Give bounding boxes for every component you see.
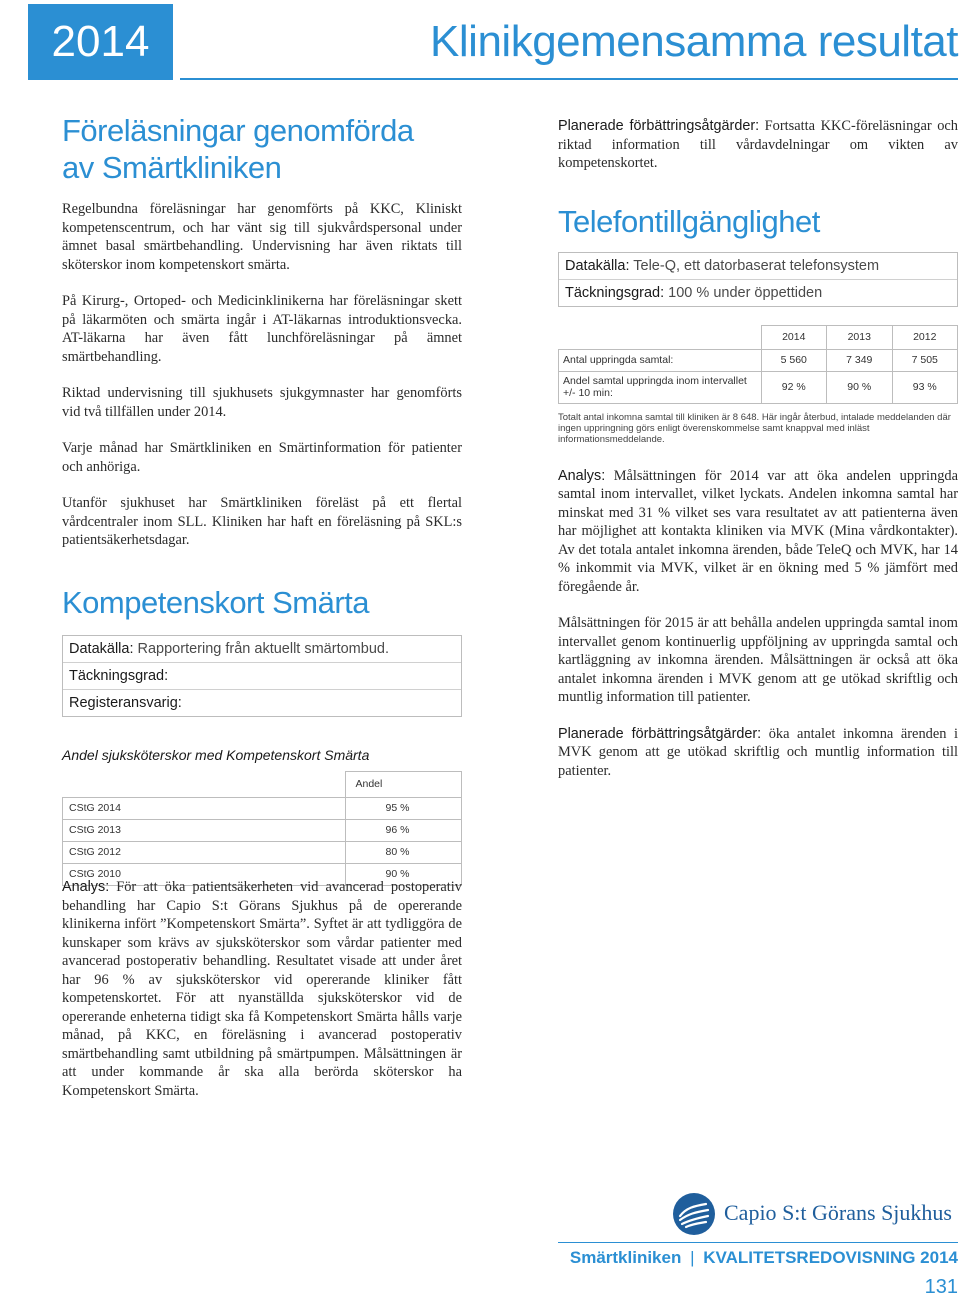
table-row	[63, 819, 462, 841]
kompetens-registry-label: Registeransvarig:	[69, 694, 182, 711]
table-cell-label: Antal uppringda samtal:	[559, 349, 762, 371]
page-number: 131	[924, 1276, 958, 1298]
table-row	[63, 797, 462, 819]
kompetens-analysis-text: För att öka patientsäkerheten vid avancerad postoperativ behandling har Capio S:t Görans Sjukhus på de opererande klinikerna infört ”Kompetenskort Smärta”. Syftet är att tydliggöra de kunskaper som krävs av sjuksköterskor som vårdar patienter med avancerad postoperativ behandling. Resultatet visade att under året har 96 % av sjuksköterskor vid opererande kliniker fått kompetenskortet. För att nyanställda sjuksköterskor vid de opererande enheterna tidigt ska få Kompetenskort Smärta hålls varje månad, på KKC, en föreläsning i avancerad postoperativ smärtbehandling samt utbildning på smärtpumpen. Målsättningen är att under kommande år ska alla berörda sköterskor ha Kompetenskort Smärta.	[62, 879, 462, 1099]
table-cell-label: CStG 2013	[63, 819, 346, 841]
telefon-coverage-row	[559, 280, 957, 306]
capio-logo	[672, 1192, 958, 1236]
lectures-paragraph-3: Riktad undervisning till sjukhusets sjukgymnaster har genomförts vid två tillfällen under 2014.	[62, 385, 462, 420]
kompetens-source-box	[62, 635, 462, 717]
footer-report: KVALITETSREDOVISNING 2014	[703, 1248, 958, 1267]
kompetens-registry-row	[63, 690, 461, 716]
telefon-header-2012: 2012	[892, 325, 958, 349]
lectures-heading-line1: Föreläsningar genomförda	[62, 113, 414, 148]
table-cell-label: Andel samtal uppringda inom intervallet +/- 10 min:	[559, 371, 762, 403]
telefon-footnote: Totalt antal inkomna samtal till kliniken är 8 648. Här ingår återbud, intalade meddelanden där ingen uppringning görs enligt överenskommelse samt knappval med inläst informationsmeddelande.	[558, 411, 951, 445]
telefon-improve-label: Planerade förbättringsåtgärder:	[558, 725, 762, 742]
kompetens-heading: Kompetenskort Smärta	[62, 584, 370, 620]
kompetens-source-label: Datakälla:	[69, 640, 134, 657]
table-row	[559, 371, 958, 403]
telefon-source-box	[558, 252, 958, 307]
telefon-analysis-text: Målsättningen för 2014 var att öka andelen uppringda samtal inom intervallet, vilket lyckats. Andelen inkomna samtal har minskat med 31 % vilket ses vara resultatet av att patienterna även har möjlighet att kontakta kliniken via MVK (Mina vårdkontakter). Av det totala antalet inkomna ärenden, både TeleQ och MVK, har 14 % inkommit via MVK, vilket är en ökning med 5 % jämfört med föregående år.	[558, 467, 958, 595]
logo-text-capio: Capio	[724, 1200, 783, 1225]
footer	[570, 1248, 958, 1268]
table-cell-value: 92 %	[761, 371, 827, 403]
telefon-table	[558, 325, 958, 404]
lectures-paragraph-1: Regelbundna föreläsningar har genomförts på KKC, Kliniskt kompetenscentrum, och har vänt sig till sjukvårdspersonal under ämnet basal smärtbehandling. Undervisning har även riktats till sköterskor inom kompetenskort smärta.	[62, 201, 462, 273]
year-badge: 2014	[28, 4, 173, 80]
table-cell-label: CStG 2010	[63, 863, 346, 885]
table-cell-label: CStG 2012	[63, 841, 346, 863]
kompetens-analysis-label: Analys:	[62, 879, 110, 895]
lectures-heading	[62, 112, 462, 186]
kompetens-table-caption: Andel sjuksköterskor med Kompetenskort Smärta	[62, 746, 370, 763]
footer-separator: |	[690, 1248, 695, 1267]
lectures-improve-label: Planerade förbättringsåtgärder:	[558, 118, 760, 134]
telefon-analysis-label: Analys:	[558, 467, 606, 484]
lectures-heading-line2: av Smärtkliniken	[62, 150, 282, 185]
kompetens-table-header: Andel	[345, 771, 462, 797]
telefon-heading: Telefontillgänglighet	[558, 203, 820, 239]
kompetens-coverage-row	[63, 663, 461, 689]
kompetens-source-value: Rapportering från aktuellt smärtombud.	[137, 640, 389, 657]
telefon-improve-text: öka antalet inkomna ärenden i MVK genom att ge utökad skriftlig och muntlig information till patienter.	[558, 725, 958, 779]
hands-icon	[672, 1192, 716, 1236]
kompetens-table	[62, 771, 462, 886]
right-column	[558, 117, 958, 780]
kompetens-source-row	[63, 636, 461, 662]
telefon-source-value: Tele-Q, ett datorbaserat telefonsystem	[633, 257, 880, 274]
telefon-coverage-value: 100 % under öppettiden	[668, 284, 823, 301]
table-cell-value: 93 %	[892, 371, 958, 403]
lectures-improve-text: Fortsatta KKC-föreläsningar och riktad information till vårdavdelningar om vikten av kompetenskortet.	[558, 118, 958, 171]
lectures-paragraph-2: På Kirurg-, Ortoped- och Medicinklinikerna har föreläsningar skett på läkarmöten och smärta ingår i AT-läkarnas introduktionsvecka. AT-läkarna har även fått lunchföreläsningar på ämnet smärtbehandling.	[62, 293, 462, 365]
telefon-header-2014: 2014	[761, 325, 827, 349]
kompetens-analysis	[62, 878, 462, 1100]
telefon-coverage-label: Täckningsgrad:	[565, 284, 665, 301]
table-cell-value: 90 %	[345, 863, 462, 885]
kompetens-coverage-label: Täckningsgrad:	[69, 667, 169, 684]
telefon-source-row	[559, 253, 957, 279]
table-cell-value: 90 %	[827, 371, 893, 403]
table-cell-value: 80 %	[345, 841, 462, 863]
table-cell-value: 7 349	[827, 349, 893, 371]
lectures-paragraph-4: Varje månad har Smärtkliniken en Smärtinformation för patienter och anhöriga.	[62, 440, 462, 475]
left-column	[62, 112, 462, 886]
telefon-goal-text: Målsättningen för 2015 är att behålla andelen uppringda samtal inom intervallet genom kontinuerlig uppföljning av uppringda samtal och kartläggning av inkomna ärenden. Målsättningen är också att öka antalet inkomna ärenden i MVK genom att ge utökad skriftlig och muntlig information till patienter.	[558, 615, 958, 705]
page-title: Klinikgemensamma resultat	[180, 4, 958, 80]
table-cell-value: 5 560	[761, 349, 827, 371]
table-cell-value: 96 %	[345, 819, 462, 841]
footer-divider	[558, 1242, 958, 1243]
lectures-paragraph-5: Utanför sjukhuset har Smärtkliniken föreläst på ett flertal vårdcentraler inom SLL. Kliniken har haft en föreläsning på SKL:s patientsäkerhetsdagar.	[62, 495, 462, 548]
table-cell-value: 7 505	[892, 349, 958, 371]
logo-text-hospital: S:t Görans Sjukhus	[782, 1200, 952, 1225]
table-row	[559, 349, 958, 371]
footer-clinic: Smärtkliniken	[569, 1248, 682, 1267]
telefon-header-2013: 2013	[827, 325, 893, 349]
table-cell-label: CStG 2014	[63, 797, 346, 819]
table-cell-value: 95 %	[345, 797, 462, 819]
table-row	[63, 841, 462, 863]
telefon-source-label: Datakälla:	[565, 257, 630, 274]
